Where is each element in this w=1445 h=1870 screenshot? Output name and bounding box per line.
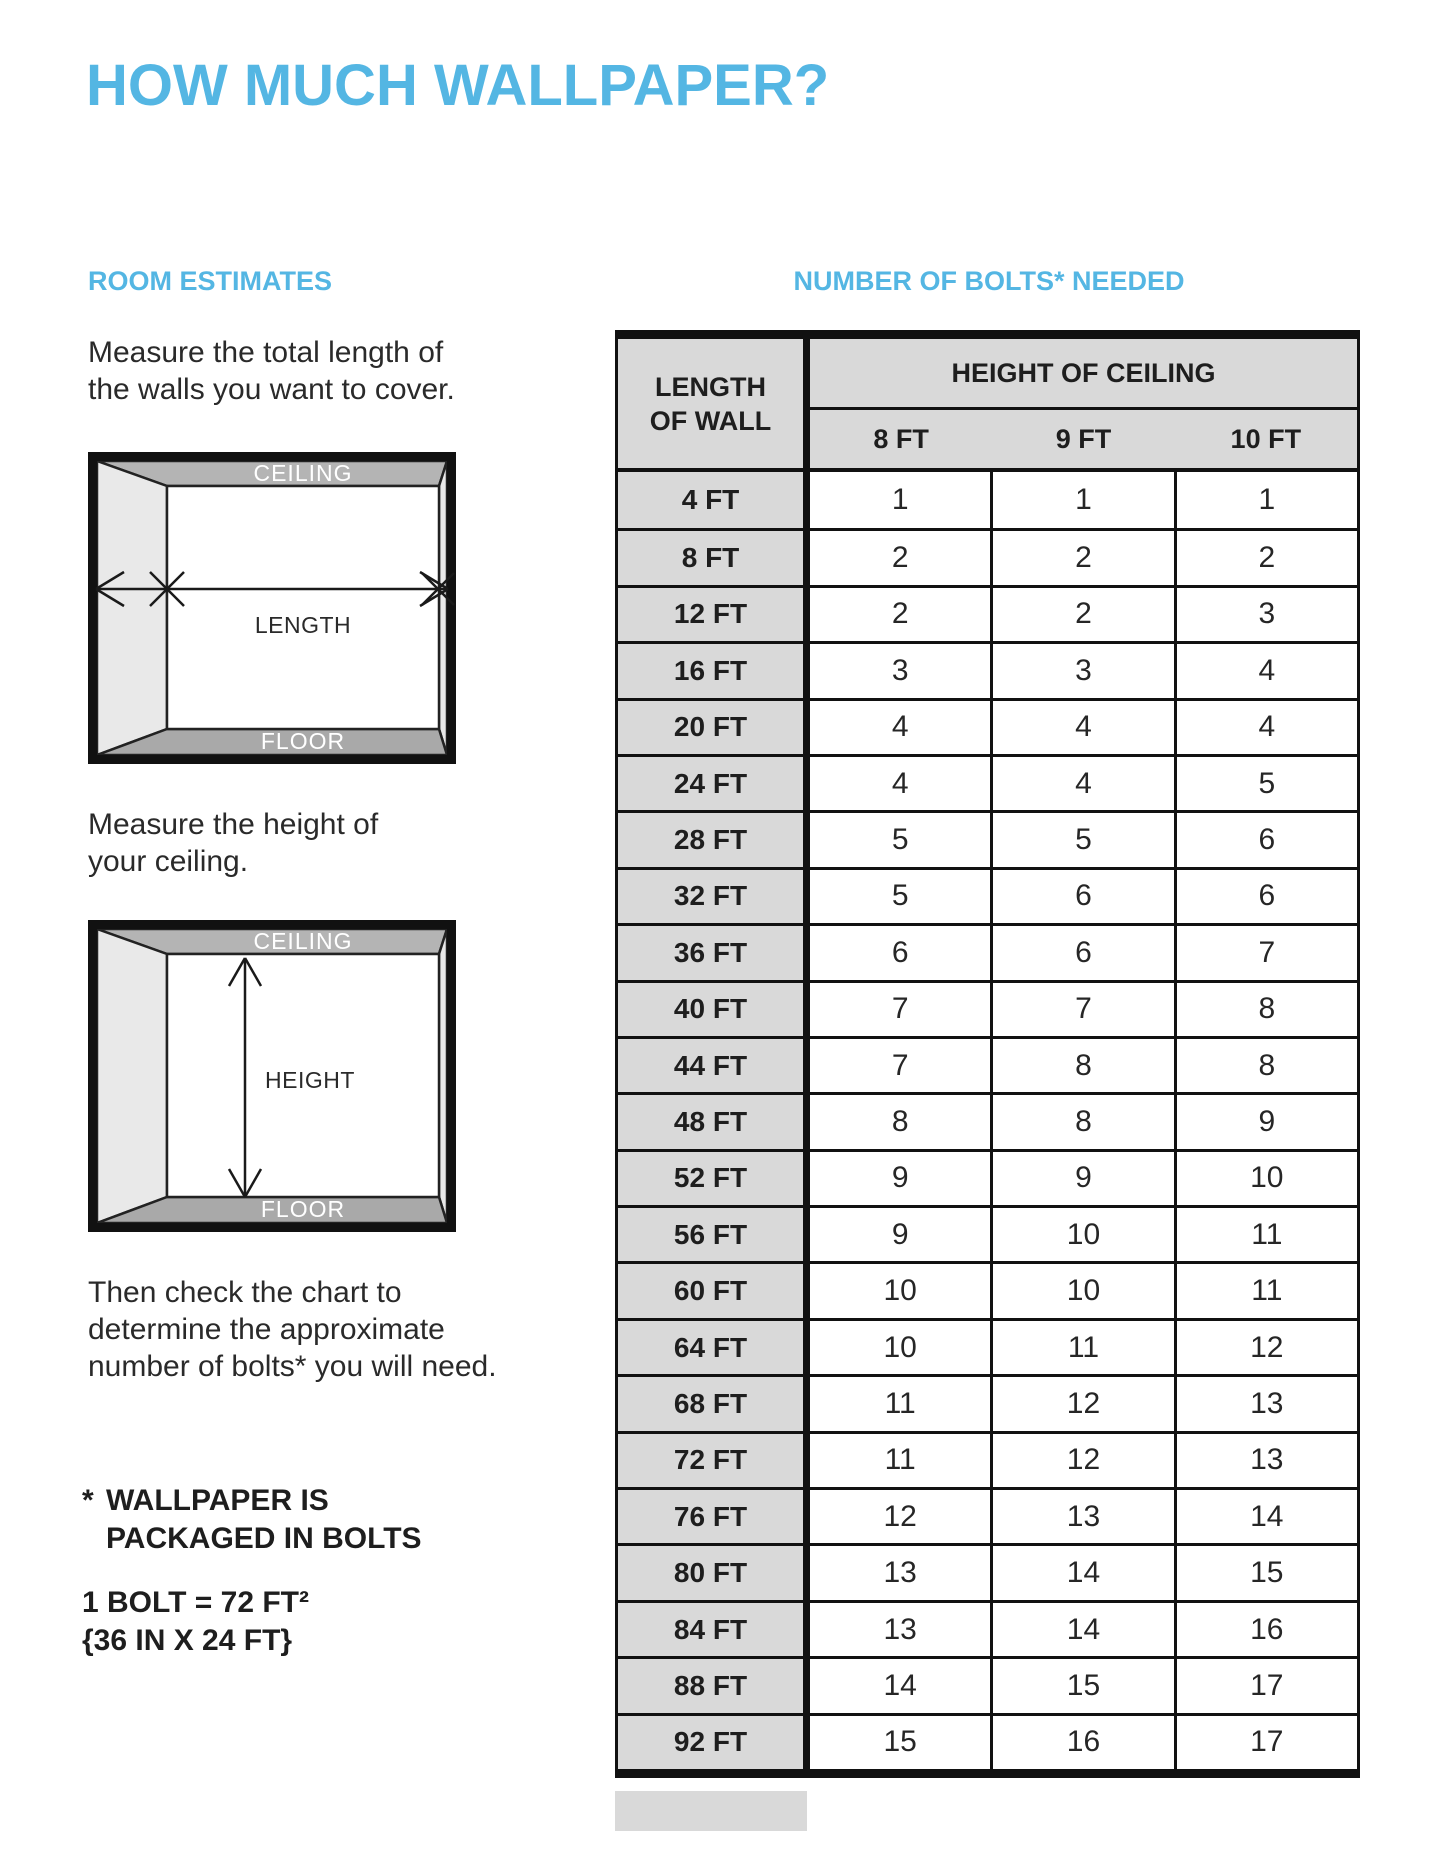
table-row (618, 1600, 1357, 1656)
ceiling-height-subheaders (810, 410, 1357, 468)
bolt-table-rows (618, 472, 1357, 1769)
wall-length-cell: 68 FT (618, 1377, 810, 1430)
wall-length-cell: 60 FT (618, 1264, 810, 1317)
bolt-count-cell: 13 (1174, 1434, 1357, 1487)
bolt-count-cell: 4 (810, 701, 990, 754)
bolt-count-cell: 2 (990, 588, 1173, 641)
table-row (618, 641, 1357, 697)
bolt-count-cell: 10 (990, 1208, 1173, 1261)
wall-length-cell: 80 FT (618, 1546, 810, 1599)
table-row (618, 923, 1357, 979)
ceiling-label: CEILING (253, 460, 353, 486)
bolt-count-cell: 8 (1174, 983, 1357, 1036)
table-row (618, 528, 1357, 584)
bolt-count-cell: 2 (810, 531, 990, 584)
table-row (618, 1092, 1357, 1148)
bolt-count-cell: 2 (990, 531, 1173, 584)
wall-length-cell: 12 FT (618, 588, 810, 641)
table-row (618, 1205, 1357, 1261)
height-of-ceiling-header: HEIGHT OF CEILING (810, 339, 1357, 410)
bolt-count-cell: 9 (990, 1152, 1173, 1205)
room-height-diagram (88, 920, 456, 1232)
bolt-count-cell: 7 (810, 983, 990, 1036)
table-row (618, 1036, 1357, 1092)
length-of-wall-header (618, 339, 810, 472)
wall-length-cell: 36 FT (618, 926, 810, 979)
bolt-count-cell: 8 (810, 1095, 990, 1148)
floor-label: FLOOR (260, 1196, 346, 1222)
check-chart-instruction (88, 1274, 497, 1385)
bolt-equation: 1 BOLT = 72 FT² (82, 1586, 309, 1619)
bolt-count-cell: 8 (1174, 1039, 1357, 1092)
table-row (618, 1149, 1357, 1205)
bolt-count-cell: 2 (1174, 531, 1357, 584)
floor-label: FLOOR (260, 728, 346, 754)
instruction-line: Measure the height of (88, 808, 379, 841)
bolts-table (615, 330, 1360, 1778)
bolt-count-cell: 8 (990, 1039, 1173, 1092)
bolt-count-cell: 12 (1174, 1321, 1357, 1374)
bolt-count-cell: 7 (810, 1039, 990, 1092)
bolt-count-cell: 13 (810, 1603, 990, 1656)
bolt-count-cell: 1 (810, 472, 990, 528)
table-cutoff-cell (615, 1791, 807, 1831)
wall-length-cell: 72 FT (618, 1434, 810, 1487)
table-row (618, 1261, 1357, 1317)
measure-length-instruction (88, 334, 455, 408)
bolt-count-cell: 5 (1174, 757, 1357, 810)
bolt-count-cell: 4 (1174, 701, 1357, 754)
bolt-count-cell: 13 (810, 1546, 990, 1599)
bolt-count-cell: 4 (990, 701, 1173, 754)
wall-length-cell: 16 FT (618, 644, 810, 697)
bolt-count-cell: 13 (1174, 1377, 1357, 1430)
wall-length-cell: 4 FT (618, 472, 810, 528)
bolt-count-cell: 6 (810, 926, 990, 979)
table-row (618, 754, 1357, 810)
wall-length-cell: 40 FT (618, 983, 810, 1036)
bolt-count-cell: 11 (990, 1321, 1173, 1374)
bolt-dimensions: {36 IN X 24 FT} (82, 1624, 293, 1657)
table-header (618, 339, 1357, 472)
bolt-count-cell: 4 (1174, 644, 1357, 697)
instruction-line: Then check the chart to (88, 1276, 402, 1309)
table-row (618, 1713, 1357, 1769)
bolt-count-cell: 15 (810, 1716, 990, 1769)
bolt-count-cell: 3 (1174, 588, 1357, 641)
table-row (618, 1487, 1357, 1543)
table-row (618, 585, 1357, 641)
bolt-count-cell: 6 (1174, 870, 1357, 923)
wall-length-cell: 48 FT (618, 1095, 810, 1148)
bolt-count-cell: 15 (990, 1659, 1173, 1712)
table-row (618, 472, 1357, 528)
bolt-count-cell: 11 (1174, 1208, 1357, 1261)
height-label: HEIGHT (265, 1067, 355, 1093)
instruction-line: Measure the total length of (88, 336, 444, 369)
bolt-count-cell: 2 (810, 588, 990, 641)
column-header-10ft: 10 FT (1230, 423, 1302, 454)
table-row (618, 810, 1357, 866)
bolt-count-cell: 11 (1174, 1264, 1357, 1317)
header-line: OF WALL (649, 405, 772, 436)
wall-length-cell: 20 FT (618, 701, 810, 754)
ceiling-height-header-group (810, 339, 1357, 472)
bolt-count-cell: 14 (810, 1659, 990, 1712)
bolt-count-cell: 5 (810, 813, 990, 866)
instruction-line: the walls you want to cover. (88, 373, 455, 406)
table-row (618, 698, 1357, 754)
column-header-8ft: 8 FT (873, 423, 929, 454)
wall-length-cell: 28 FT (618, 813, 810, 866)
wall-length-cell: 76 FT (618, 1490, 810, 1543)
bolt-count-cell: 6 (990, 926, 1173, 979)
bolt-count-cell: 1 (990, 472, 1173, 528)
bolt-count-cell: 6 (1174, 813, 1357, 866)
bolt-count-cell: 8 (990, 1095, 1173, 1148)
room-estimates-heading: ROOM ESTIMATES (88, 266, 333, 296)
bolt-count-cell: 11 (810, 1377, 990, 1430)
bolt-count-cell: 9 (1174, 1095, 1357, 1148)
length-label: LENGTH (254, 612, 352, 638)
bolt-count-cell: 12 (990, 1377, 1173, 1430)
bolt-count-cell: 11 (810, 1434, 990, 1487)
bolt-count-cell: 14 (990, 1546, 1173, 1599)
wall-length-cell: 24 FT (618, 757, 810, 810)
bolt-count-cell: 6 (990, 870, 1173, 923)
bolt-count-cell: 17 (1174, 1659, 1357, 1712)
bolts-footnote (82, 1482, 422, 1558)
bolt-count-cell: 1 (1174, 472, 1357, 528)
bolt-count-cell: 14 (990, 1603, 1173, 1656)
bolt-count-cell: 10 (810, 1264, 990, 1317)
header-line: LENGTH (655, 371, 766, 402)
bolt-count-cell: 5 (990, 813, 1173, 866)
table-row (618, 1431, 1357, 1487)
left-wall-surface (97, 929, 167, 1223)
page-title: HOW MUCH WALLPAPER? (86, 53, 830, 118)
instruction-line: number of bolts* you will need. (88, 1350, 497, 1383)
wall-length-cell: 52 FT (618, 1152, 810, 1205)
bolt-count-cell: 17 (1174, 1716, 1357, 1769)
bolt-count-cell: 14 (1174, 1490, 1357, 1543)
bolt-count-cell: 10 (810, 1321, 990, 1374)
bolts-needed-heading: NUMBER OF BOLTS* NEEDED (793, 266, 1185, 296)
wall-length-cell: 8 FT (618, 531, 810, 584)
bolt-count-cell: 12 (990, 1434, 1173, 1487)
bolt-count-cell: 9 (810, 1152, 990, 1205)
ceiling-label: CEILING (253, 928, 353, 954)
bolt-count-cell: 10 (990, 1264, 1173, 1317)
measure-height-instruction (88, 806, 378, 880)
wall-length-cell: 84 FT (618, 1603, 810, 1656)
bolt-count-cell: 16 (990, 1716, 1173, 1769)
bolt-count-cell: 13 (990, 1490, 1173, 1543)
bolt-definition (82, 1584, 309, 1660)
wall-length-cell: 44 FT (618, 1039, 810, 1092)
bolt-count-cell: 4 (990, 757, 1173, 810)
column-header-9ft: 9 FT (1055, 423, 1112, 454)
bolt-count-cell: 7 (1174, 926, 1357, 979)
bolt-count-cell: 15 (1174, 1546, 1357, 1599)
table-row (618, 1656, 1357, 1712)
room-length-diagram (88, 452, 456, 764)
bolt-count-cell: 3 (810, 644, 990, 697)
bolt-count-cell: 10 (1174, 1152, 1357, 1205)
table-row (618, 867, 1357, 923)
wall-length-cell: 32 FT (618, 870, 810, 923)
table-row (618, 1318, 1357, 1374)
instruction-line: your ceiling. (88, 845, 249, 878)
bolt-count-cell: 3 (990, 644, 1173, 697)
table-row (618, 1374, 1357, 1430)
footnote-line: WALLPAPER IS (106, 1484, 329, 1517)
bolt-count-cell: 5 (810, 870, 990, 923)
wall-length-cell: 88 FT (618, 1659, 810, 1712)
wall-length-cell: 64 FT (618, 1321, 810, 1374)
asterisk: * (82, 1484, 94, 1517)
bolt-count-cell: 16 (1174, 1603, 1357, 1656)
instruction-line: determine the approximate (88, 1313, 445, 1346)
bolt-count-cell: 9 (810, 1208, 990, 1261)
footnote-line: PACKAGED IN BOLTS (106, 1522, 422, 1555)
wall-length-cell: 92 FT (618, 1716, 810, 1769)
table-row (618, 1543, 1357, 1599)
wall-length-cell: 56 FT (618, 1208, 810, 1261)
table-row (618, 980, 1357, 1036)
bolt-count-cell: 7 (990, 983, 1173, 1036)
bolt-count-cell: 4 (810, 757, 990, 810)
bolt-count-cell: 12 (810, 1490, 990, 1543)
left-wall-surface (97, 461, 167, 755)
back-wall-surface (167, 486, 439, 729)
